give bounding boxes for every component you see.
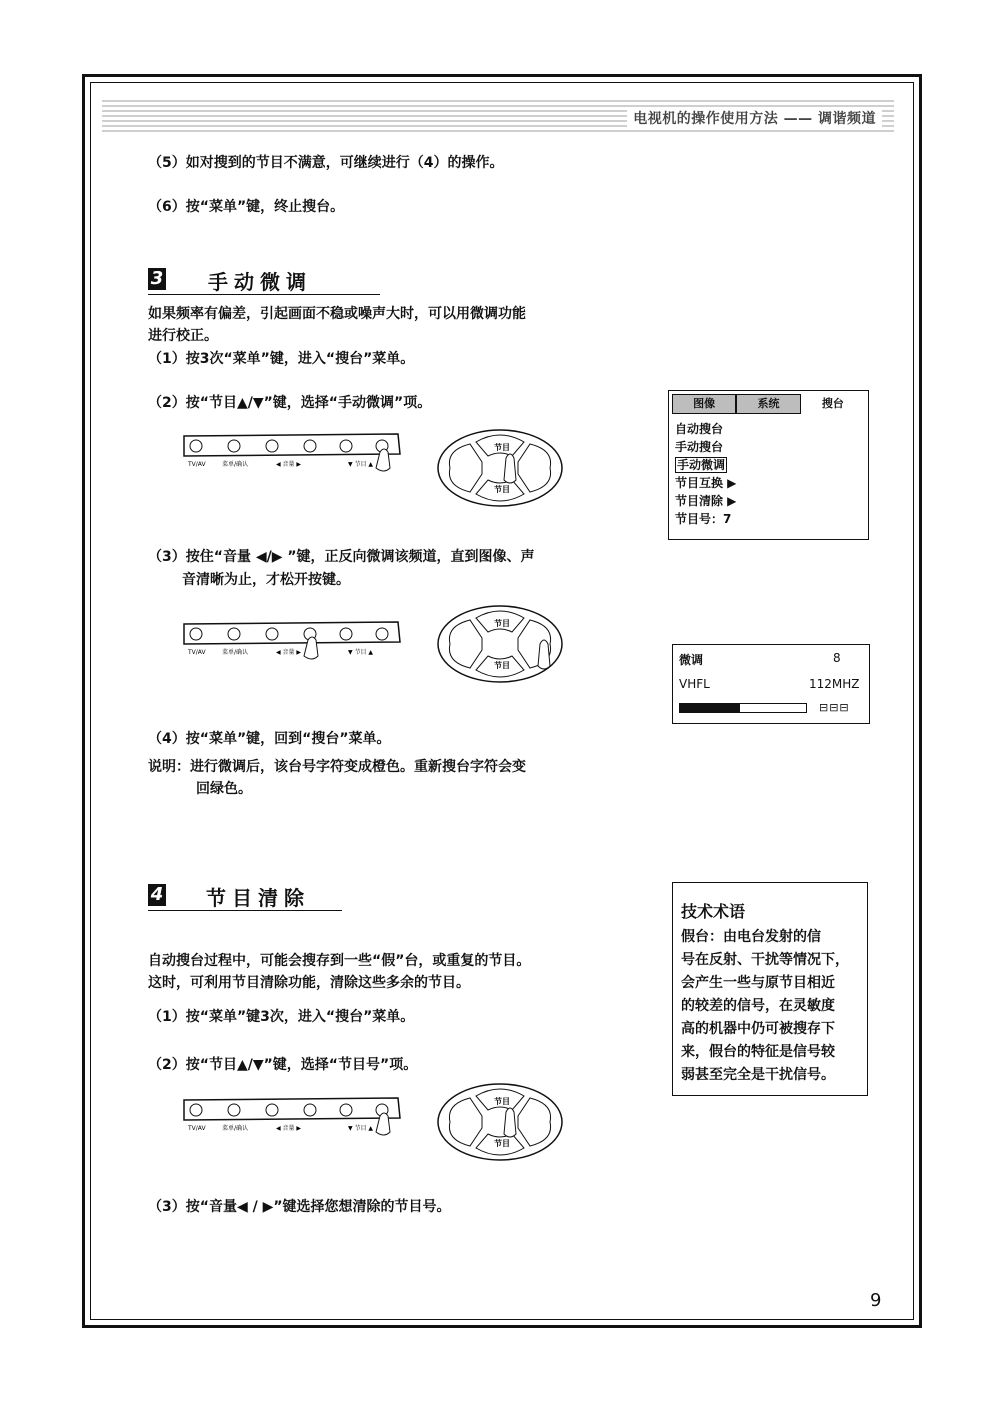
front-panel-buttons	[182, 620, 402, 660]
osd-tab-search: 搜台	[801, 394, 865, 414]
section-3-step-1: （1）按3次“菜单”键，进入“搜台”菜单。	[148, 351, 415, 367]
section-4-intro-2: 这时，可利用节目清除功能，清除这些多余的节目。	[148, 975, 470, 991]
panel-label-program: ▼ 节目 ▲	[348, 461, 374, 468]
section-3-note-2: 回绿色。	[196, 781, 252, 797]
osd-tune-icons: ⊟⊟⊟	[819, 701, 850, 714]
pad-down-label: 节目	[494, 1139, 510, 1148]
panel-label-volume: ◀ 音量 ▶	[276, 649, 302, 656]
osd-tune-label: 微调	[679, 653, 704, 667]
panel-label-volume: ◀ 音量 ▶	[276, 1125, 302, 1132]
section-4-step-3: （3）按“音量◀ / ▶”键选择您想清除的节目号。	[148, 1199, 451, 1215]
pad-up-label: 节目	[494, 443, 510, 452]
finger-icon	[376, 1113, 390, 1135]
finger-icon	[304, 637, 318, 659]
section-3-note-1: 说明：进行微调后，该台号字符变成橙色。重新搜台字符会变	[148, 759, 526, 775]
panel-label-program: ▼ 节目 ▲	[348, 1125, 374, 1132]
panel-label-tvav: TV/AV	[188, 1125, 206, 1132]
section-3-number: 3	[148, 268, 166, 290]
finger-icon	[376, 449, 390, 471]
osd-tune-band: VHFL	[679, 677, 710, 691]
panel-label-menu: 菜单/确认	[222, 461, 249, 468]
finger-icon	[504, 1108, 516, 1137]
osd-item-clear: 节目清除 ▶	[675, 494, 737, 508]
pad-up-label: 节目	[494, 619, 510, 628]
direction-pad-icon	[436, 1082, 566, 1162]
tip-body: 假台：由电台发射的信 号在反射、干扰等情况下， 会产生一些与原节目相近 的较差的信号，在灵敏度 高的机器中仍可被搜存下 来，假台的特征是信号较 弱甚至完全是干扰信号。	[681, 929, 849, 1083]
osd-tune-level-bar	[679, 703, 807, 713]
section-3-step-3-line-2: 音清晰为止，才松开按键。	[182, 572, 350, 588]
panel-label-tvav: TV/AV	[188, 461, 206, 468]
osd-item-auto-search: 自动搜台	[675, 422, 724, 436]
section-4-heading	[148, 884, 342, 911]
front-panel-buttons	[182, 1096, 402, 1136]
osd-item-program-number: 节目号：7	[675, 512, 732, 526]
section-4-step-2: （2）按“节目▲/▼”键，选择“节目号”项。	[148, 1057, 418, 1073]
pad-up-label: 节目	[494, 1097, 510, 1106]
direction-pad-icon	[436, 604, 566, 684]
panel-label-volume: ◀ 音量 ▶	[276, 461, 302, 468]
osd-tune-level-fill	[680, 704, 740, 712]
section-3-step-3-line-1: （3）按住“音量 ◀/▶ ”键，正反向微调该频道，直到图像、声	[148, 549, 535, 565]
panel-label-program: ▼ 节目 ▲	[348, 649, 374, 656]
osd-tab-system: 系统	[736, 394, 800, 414]
section-3-title: 手动微调	[208, 270, 312, 294]
pad-down-label: 节目	[494, 661, 510, 670]
front-panel-buttons	[182, 432, 402, 472]
technical-term-box	[672, 882, 868, 1096]
section-3-intro-2: 进行校正。	[148, 328, 218, 344]
section-4-step-1: （1）按“菜单”键3次，进入“搜台”菜单。	[148, 1009, 415, 1025]
page-number: 9	[870, 1290, 882, 1311]
panel-label-menu: 菜单/确认	[222, 649, 249, 656]
panel-label-tvav: TV/AV	[188, 649, 206, 656]
step-6-text: （6）按“菜单”键，终止搜台。	[148, 199, 345, 215]
osd-item-fine-tune-label: 手动微调	[677, 458, 726, 472]
section-3-heading	[148, 268, 380, 295]
section-4-number: 4	[148, 884, 166, 906]
osd-tune-channel: 8	[833, 651, 841, 665]
osd-fine-tune-panel	[672, 644, 870, 724]
section-4-title: 节目清除	[206, 886, 310, 910]
osd-item-manual-search: 手动搜台	[675, 440, 724, 454]
section-4-intro-1: 自动搜台过程中，可能会搜存到一些“假”台，或重复的节目。	[148, 953, 531, 969]
tip-heading: 技术术语	[681, 902, 746, 921]
finger-icon	[538, 640, 550, 669]
osd-item-fine-tune	[669, 456, 868, 474]
header-title: 电视机的操作使用方法 —— 调谐频道	[627, 108, 882, 128]
osd-search-menu	[668, 390, 869, 540]
section-3-step-2: （2）按“节目▲/▼”键，选择“手动微调”项。	[148, 395, 432, 411]
osd-tune-frequency: 112MHZ	[809, 677, 860, 691]
direction-pad-icon	[436, 428, 566, 508]
osd-item-swap: 节目互换 ▶	[675, 476, 737, 490]
panel-label-menu: 菜单/确认	[222, 1125, 249, 1132]
section-3-step-4: （4）按“菜单”键，回到“搜台”菜单。	[148, 731, 391, 747]
finger-icon	[504, 454, 516, 483]
section-3-intro-1: 如果频率有偏差，引起画面不稳或噪声大时，可以用微调功能	[148, 306, 526, 322]
step-5-text: （5）如对搜到的节目不满意，可继续进行（4）的操作。	[148, 155, 504, 171]
osd-tab-picture: 图像	[672, 394, 736, 414]
pad-down-label: 节目	[494, 485, 510, 494]
